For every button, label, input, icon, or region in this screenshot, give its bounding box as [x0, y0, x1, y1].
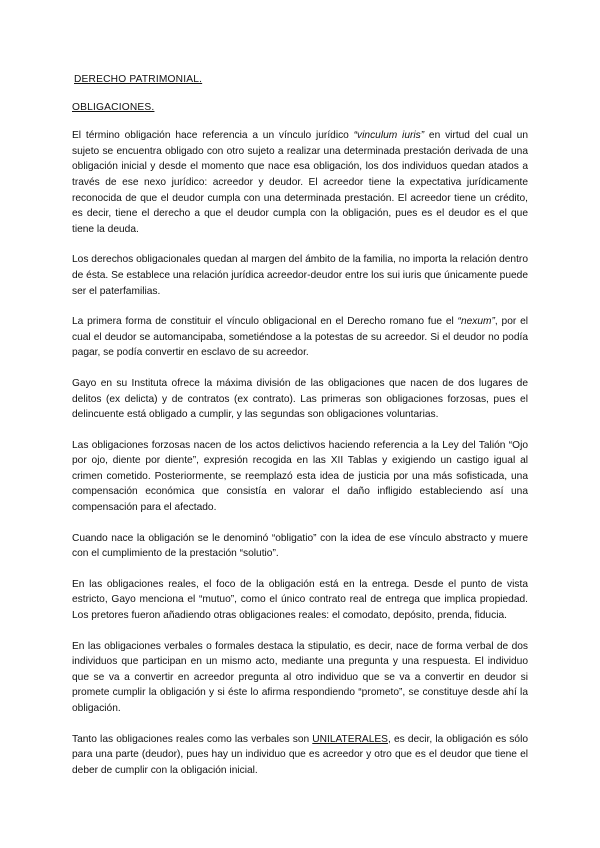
- paragraph-text: , es decir, la obligación es sólo para una parte (deudor), pues hay un individuo que es acreedor y otro que es el deudor que tiene el deber de cumplir con la obligación inicial.: [72, 733, 528, 776]
- paragraph-text: en virtud del cual un sujeto se encuentra obligado con otro sujeto a realizar una determinada prestación derivada de una obligación inicial y desde el momento que nace esa obligación, los dos individuos quedan atados a través de ese nexo jurídico: acreedor y deudor. El acreedor tiene la expectativa jurídicamente reconocida de que el deudor cumpla con una determinada prestación. El acreedor tiene un crédito, es decir, tiene el derecho a que el deudor cumpla con la obligación, pues es el deudor es el que tiene la deuda.: [72, 130, 529, 235]
- underlined-term: UNILATERALES: [312, 733, 388, 745]
- paragraph-text: El término obligación hace referencia a un vínculo jurídico: [72, 130, 354, 142]
- latin-term: “vinculum iuris”: [353, 130, 425, 142]
- paragraph-talion: Las obligaciones forzosas nacen de los actos delictivos haciendo referencia a la Ley del Talión “Ojo por ojo, diente por diente”, expresión recogida en las XII Tablas y exigiendo un castigo igual al crimen cometido. Posteriormente, se reemplazó esta idea de justicia por una más sofisticada, una compensación económica que consistía en valorar el daño infligido estableciendo así una compensación para el afectado.: [72, 439, 528, 514]
- paragraph-gayo: Gayo en su Instituta ofrece la máxima división de las obligaciones que nacen de dos lugares de delitos (ex delicta) y de contratos (ex contrato). Las primeras son obligaciones forzosas, pues el delincuente está obligado a cumplir, y las segundas son obligaciones voluntarias.: [72, 377, 528, 421]
- paragraph-obligatio: Cuando nace la obligación se le denominó “obligatio” con la idea de ese vínculo abstracto y muere con el cumplimiento de la prestación “solutio”.: [72, 532, 528, 560]
- paragraph-text: La primera forma de constituir el vínculo obligacional en el Derecho romano fue el: [72, 316, 458, 328]
- document-title: DERECHO PATRIMONIAL.: [74, 74, 203, 85]
- paragraph-family: Los derechos obligacionales quedan al margen del ámbito de la familia, no importa la relación dentro de ésta. Se establece una relación jurídica acreedor-deudor entre los sui iuris que únicamente puede ser el paterfamilias.: [72, 254, 528, 297]
- paragraph-definition: [72, 128, 528, 237]
- paragraph-verbales: En las obligaciones verbales o formales destaca la stipulatio, es decir, nace de forma verbal de dos individuos que participan en un mismo acto, mediante una pregunta y una respuesta. El individuo que se va a convertir en acreedor pregunta al otro individuo que se va a convertir en deudor si promete cumplir la obligación y si éste lo afirma respondiendo “prometo”, se constituye desde ahí la obligación.: [72, 640, 528, 714]
- section-heading: OBLIGACIONES.: [72, 101, 155, 113]
- document-page: [72, 72, 528, 778]
- paragraph-text: Tanto las obligaciones reales como las verbales son: [72, 733, 313, 745]
- latin-term: “nexum”: [457, 316, 495, 328]
- paragraph-nexum: [72, 314, 528, 361]
- paragraph-reales: En las obligaciones reales, el foco de la obligación está en la entrega. Desde el punto de vista estricto, Gayo menciona el “mutuo”, como el único contrato real de entrega que implica propiedad. Los pretores fueron añadiendo otras obligaciones reales: el comodato, depósito, prenda, fiducia.: [72, 578, 528, 622]
- paragraph-unilaterales: [72, 732, 528, 779]
- paragraph-text: , por el cual el deudor se automancipaba, sometiéndose a la potestas de su acreedor. Si el deudor no podía pagar, se podía convertir en esclavo de su acreedor.: [72, 316, 528, 359]
